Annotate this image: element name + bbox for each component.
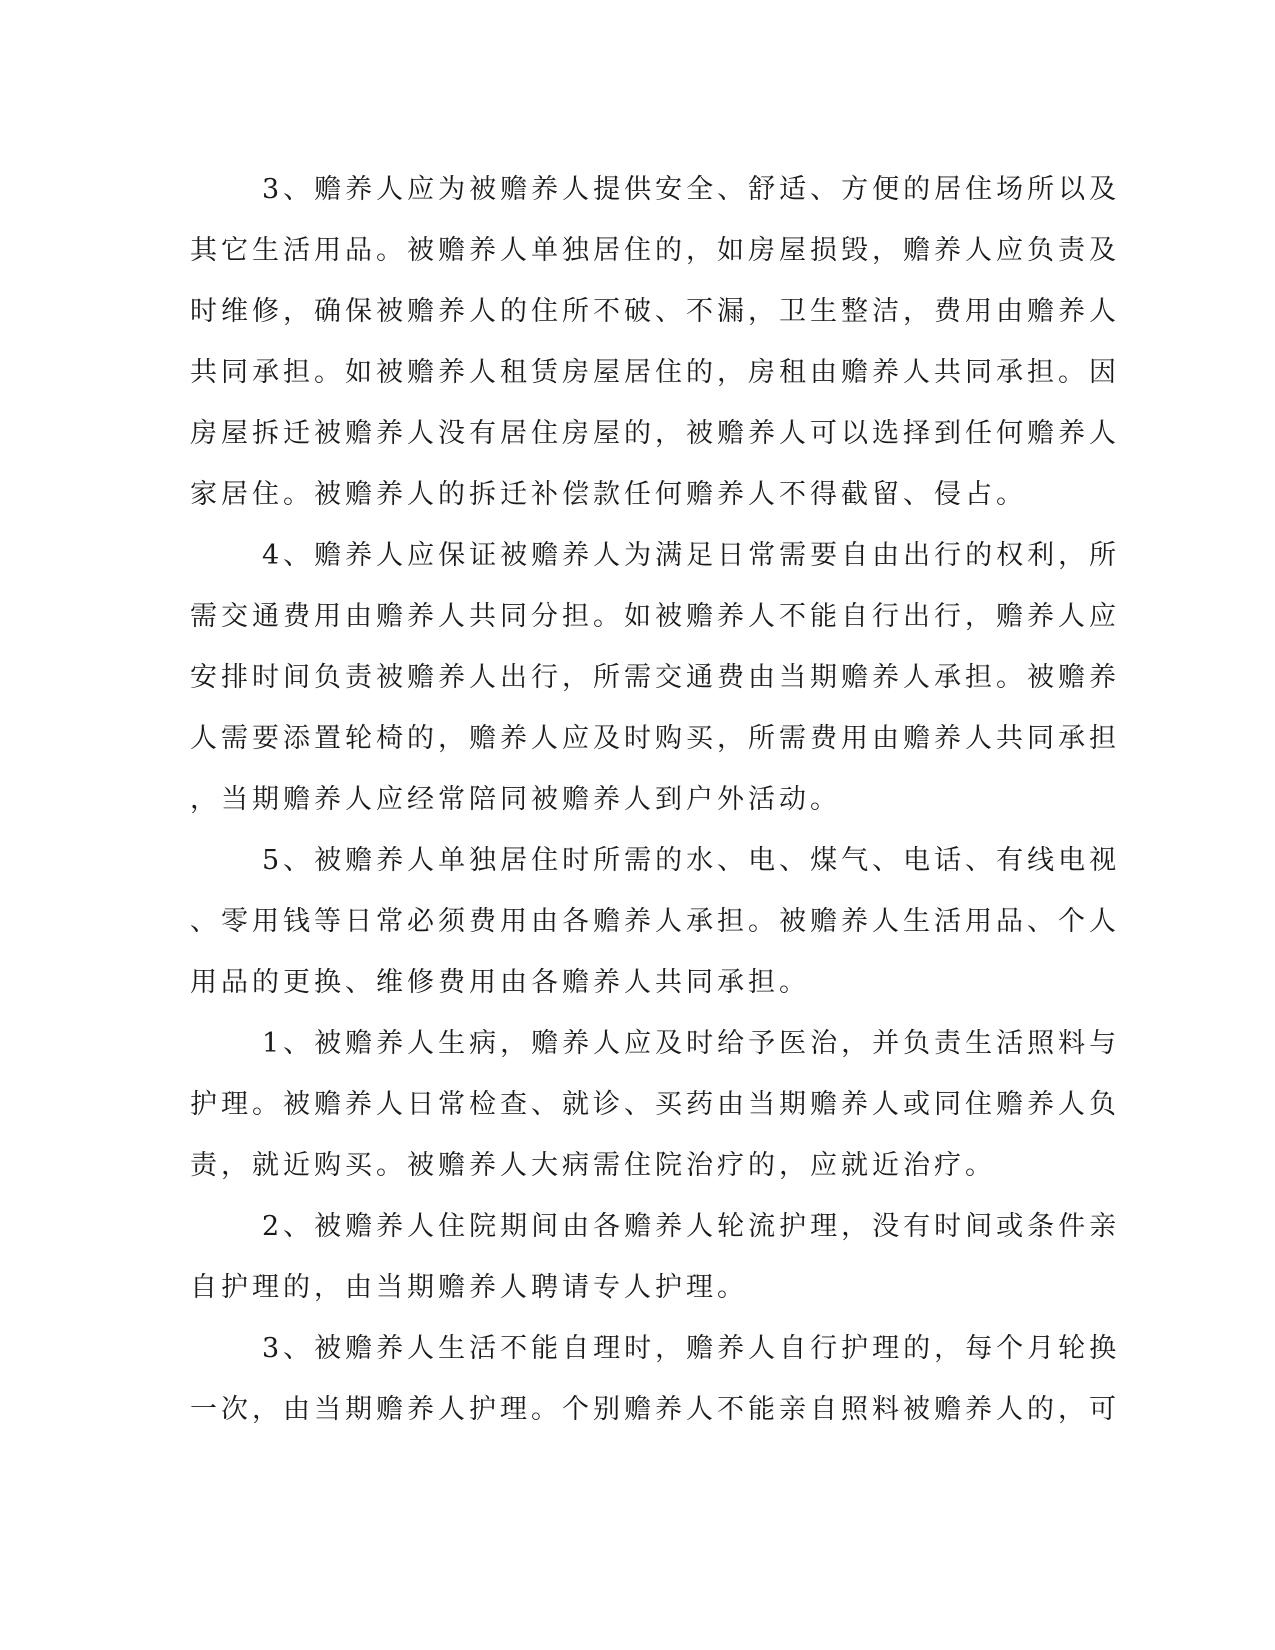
text-line: 护理。被赡养人日常检查、就诊、买药由当期赡养人或同住赡养人负 (190, 1089, 1120, 1120)
text-line: 人需要添置轮椅的，赡养人应及时购买，所需费用由赡养人共同承担 (190, 723, 1120, 754)
text-line: 自护理的，由当期赡养人聘请专人护理。 (190, 1272, 748, 1303)
text-line: 安排时间负责被赡养人出行，所需交通费由当期赡养人承担。被赡养 (190, 662, 1120, 693)
text-line: ，当期赡养人应经常陪同被赡养人到户外活动。 (190, 784, 841, 815)
text-line: 责，就近购买。被赡养人大病需住院治疗的，应就近治疗。 (190, 1150, 996, 1181)
text-line: 、零用钱等日常必须费用由各赡养人承担。被赡养人生活用品、个人 (190, 906, 1120, 937)
text-line: 一次，由当期赡养人护理。个别赡养人不能亲自照料被赡养人的，可 (190, 1394, 1120, 1425)
text-line: 需交通费用由赡养人共同分担。如被赡养人不能自行出行，赡养人应 (190, 601, 1120, 632)
text-line: 共同承担。如被赡养人租赁房屋居住的，房租由赡养人共同承担。因 (190, 357, 1120, 388)
text-line: 2、被赡养人住院期间由各赡养人轮流护理，没有时间或条件亲 (262, 1211, 1121, 1242)
text-line: 3、被赡养人生活不能自理时，赡养人自行护理的，每个月轮换 (262, 1333, 1121, 1364)
text-line: 家居住。被赡养人的拆迁补偿款任何赡养人不得截留、侵占。 (190, 479, 1027, 510)
text-line: 4、赡养人应保证被赡养人为满足日常需要自由出行的权利，所 (262, 540, 1121, 571)
text-line: 1、被赡养人生病，赡养人应及时给予医治，并负责生活照料与 (262, 1028, 1121, 1059)
text-line: 5、被赡养人单独居住时所需的水、电、煤气、电话、有线电视 (262, 845, 1121, 876)
text-line: 其它生活用品。被赡养人单独居住的，如房屋损毁，赡养人应负责及 (190, 235, 1120, 266)
body-text (190, 159, 1121, 1440)
text-line: 用品的更换、维修费用由各赡养人共同承担。 (190, 967, 810, 998)
text-line: 时维修，确保被赡养人的住所不破、不漏，卫生整洁，费用由赡养人 (190, 296, 1120, 327)
text-line: 房屋拆迁被赡养人没有居住房屋的，被赡养人可以选择到任何赡养人 (190, 418, 1120, 449)
text-line: 3、赡养人应为被赡养人提供安全、舒适、方便的居住场所以及 (262, 174, 1121, 205)
